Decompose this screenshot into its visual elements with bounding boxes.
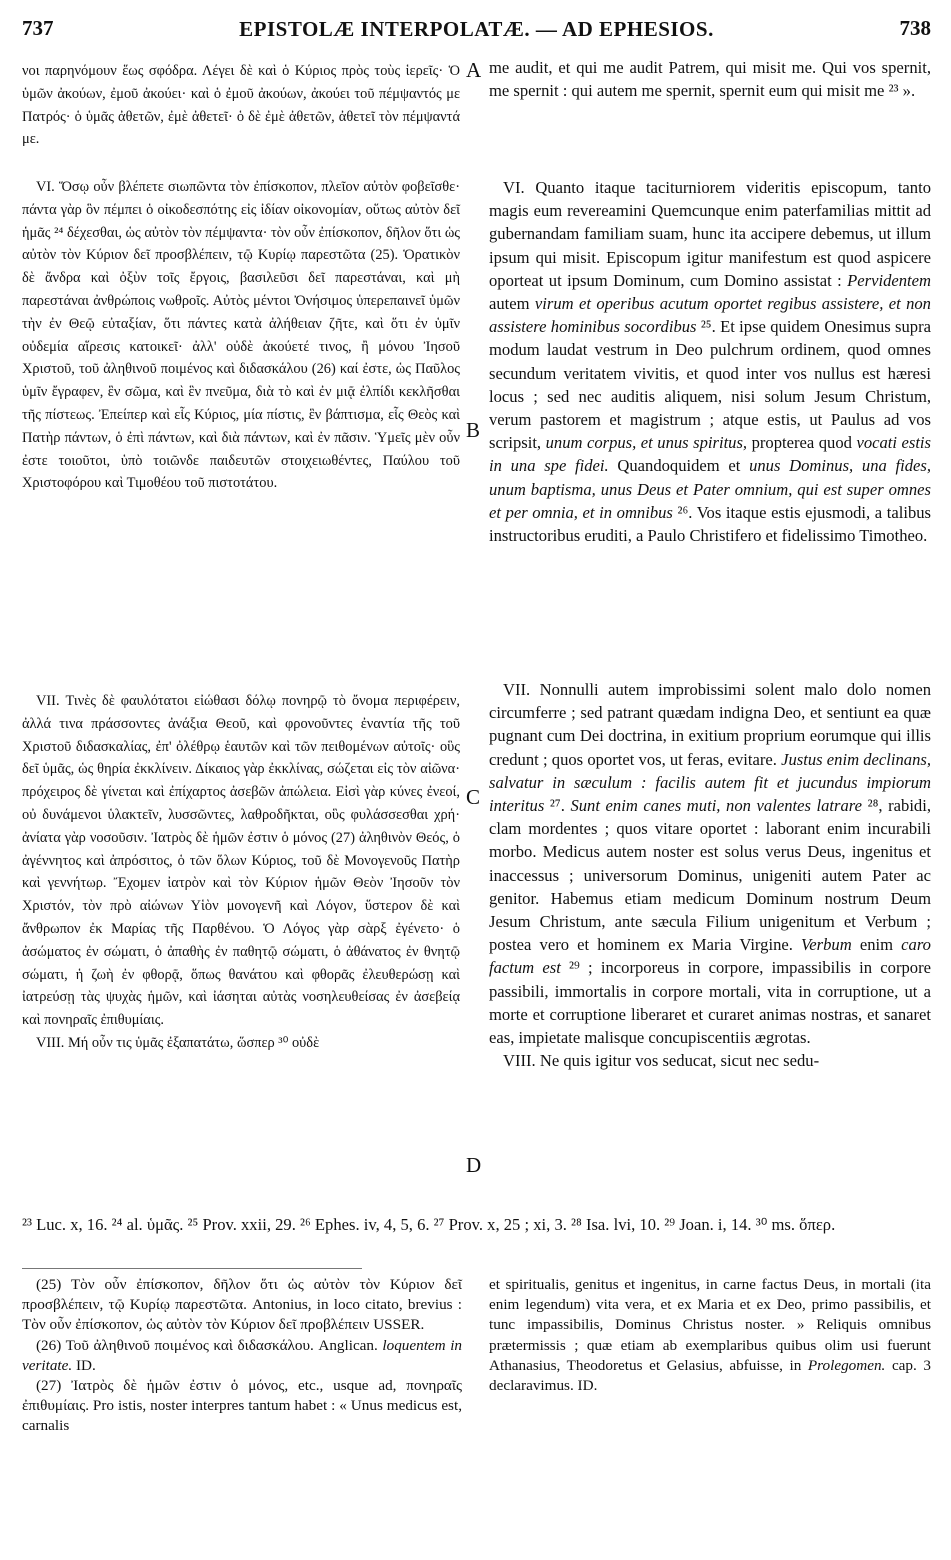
latin-italic: virum et operibus acutum oportet regibus assistere, et non assistere hominibus socordibus [489, 294, 931, 337]
greek-paragraph-vii: VII. Τινὲς δὲ φαυλότατοι εἰώθασι δόλῳ πονηρῷ τὸ ὄνομα περιφέρειν, ἀλλά τινα πράσσοντες ἀνάξια Θεοῦ, καὶ φρονοῦντες ἐναντία τῆς τοῦ Χριστοῦ διδασκαλίας, ἐπ' ὀλέθρῳ ἑαυτῶν καὶ τῶν πειθομένων αὐτοῖς· οὓς δεῖ ὑμᾶς, ὡς θηρία ἐκκλίνειν. Δίκαιος γὰρ ἐκκλίνας, σώζεται εἰς τὸν αἰῶνα· πρόχειρος δὲ γίνεται καὶ ἐπίχαρτος ἀσεβῶν ἀπώλεια. Εἰσὶ γὰρ κύνες ἐνεοί, οὐ δυνάμενοι ὑλακτεῖν, λυσσῶντες, λαθροδῆκται, οὓς φυλάσσεσθαι χρή· ἀνίατα γὰρ νοσοῦσιν. Ἰατρὸς δὲ ἡμῶν ἐστιν ὁ μόνος (27) ἀληθινὸν Θεός, ὁ ἀγέννητος καὶ ἀπρόσιτος, ὁ τῶν ὅλων Κύριος, τοῦ δὲ Μονογενοῦς Πατὴρ καὶ γεννήτωρ. Ἔχομεν ἰατρὸν καὶ τὸν Κύριον ἡμῶν Θεὸν Ἰησοῦν τὸν Χριστόν, τὸν πρὸ αἰώνων Υἱὸν μονογενῆ καὶ Λόγον, ὕστερον δὲ καὶ ἄνθρωπον ἐκ Μαρίας τῆς Παρθένου. Ὁ Λόγος γὰρ σὰρξ ἐγένετο· ὁ ἀσώματος ἐν σώματι, ὁ ἀπαθὴς ἐν παθητῷ σώματι, ὁ ἀθάνατος ἐν θνητῷ σώματι, ἡ ζωὴ ἐν φθορᾷ, ὅπως θανάτου καὶ φθορᾶς ἐλευθερώσῃ καὶ ἰατρεύσῃ τὰς ψυχὰς ἡμῶν, καὶ ἰάσηται αὐτὰς νοσηλευθείσας ἐν ἀσεβείᾳ καὶ πονηραῖς ἐπιθυμίαις. [22, 693, 460, 1029]
note-text: (26) Τοῦ ἀληθινοῦ ποιμένος καὶ διδασκάλου. Anglican. [36, 1336, 383, 1354]
latin-column-1 [489, 56, 931, 102]
margin-letter-c: C [466, 785, 481, 809]
latin-italic: vocati estis in una spe fidei. [489, 433, 932, 476]
latin-text: autem [489, 294, 535, 314]
latin-italic: unus Dominus, una fides, unum baptisma, unus Deus et Pater omnium, qui est super omnes et per omnia, et in omnibus [489, 456, 931, 522]
notes-left-column [22, 1275, 462, 1437]
latin-paragraph-viii: VIII. Ne quis igitur vos seducat, sicut nec sedu- [503, 1051, 820, 1071]
greek-paragraph-vi: VI. Ὅσῳ οὖν βλέπετε σιωπῶντα τὸν ἐπίσκοπον, πλεῖον αὐτὸν φοβεῖσθε· πάντα γὰρ ὃν πέμπει ὁ οἰκοδεσπότης εἰς ἰδίαν οἰκονομίαν, οὕτως αὐτὸν δεῖ ἡμᾶς ²⁴ δέχεσθαι, ὡς αὐτὸν τὸν πέμψαντα· τὸν οὖν ἐπίσκοπον, δῆλον ὅτι ὡς αὐτὸν τὸν Κύριον δεῖ προσβλέπειν, τῷ Κυρίῳ παρεστῶτα (25). Ὁρατικὸν δὲ ἄνδρα καὶ ὀξὺν τοῖς ἔργοις, βασιλεῦσι δεῖ παρεστάναι, καὶ μὴ παρεστάναι ἀνθρώποις νωθροῖς. Αὐτὸς μέντοι Ὀνήσιμος ὑπερεπαινεῖ ὑμῶν τὴν ἐν Θεῷ εὐταξίαν, ὅτι πάντες κατὰ ἀλήθειαν ζῆτε, καὶ ὅτι ἐν ὑμῖν οὐδεμία αἵρεσις κατοικεῖ· ἀλλ' οὐδὲ ἀκούετέ τινος, ἢ μόνου Ἰησοῦ Χριστοῦ, τοῦ ἀληθινοῦ ποιμένος καὶ διδασκάλου (26) καί ἐστε, ὡς Παῦλος ὑμῖν ἔγραφεν, ἓν σῶμα, καὶ ἓν πνεῦμα, διὰ τὸ καὶ ἐν μιᾷ ἐλπίδι κεκλῆσθαι τῆς πίστεως. Ἐπείπερ καὶ εἷς Κύριος, μία πίστις, ἓν βάπτισμα, εἷς Θεὸς καὶ Πατὴρ πάντων, ὁ ἐπὶ πάντων, καὶ διὰ πάντων, καὶ ἐν πᾶσιν. Ὑμεῖς μὲν οὖν ἐστε τοιοῦτοι, ὑπὸ τοιῶνδε παιδευτῶν στοιχειωθέντες, Παύλου τοῦ Χριστοφόρου καὶ Τιμοθέου τοῦ πιστοτάτου. [22, 179, 460, 492]
note-text: cap. 3 declaravimus. ID. [489, 1356, 931, 1395]
margin-letter-a: A [466, 58, 482, 82]
scripture-references: ²³ Luc. x, 16. ²⁴ al. ὑμᾶς. ²⁵ Prov. xxii, 29. ²⁶ Ephes. iv, 4, 5, 6. ²⁷ Prov. x, 25 ; xi, 3. ²⁸ Isa. lvi, 10. ²⁹ Joan. i, 14. ³⁰ ms. ὅπερ. [22, 1215, 836, 1234]
note-27: (27) Ἰατρὸς δὲ ἡμῶν ἐστιν ὁ μόνος, etc., usque ad, πονηραῖς ἐπιθυμίαις. Pro istis, noster interpres tantum habet : « Unus medicus est, carnalis [22, 1377, 462, 1435]
latin-paragraph-vii [489, 678, 931, 1049]
greek-column-2 [22, 176, 460, 495]
margin-letter-d: D [466, 1153, 482, 1177]
latin-column-3 [489, 678, 931, 1072]
note-25: (25) Τὸν οὖν ἐπίσκοπον, δῆλον ὅτι ὡς αὐτὸν τὸν Κύριον δεῖ προσβλέπειν, τῷ Κυρίῳ παρεστῶτα. Antonius, in loco citato, brevius : Τὸν οὖν ἐπίσκοπον, ὡς αὐτὸν τὸν Κύριον δεῖ προβλέπειν USSER. [22, 1276, 462, 1334]
note-italic: Prolegomen. [807, 1356, 886, 1374]
page-number-left: 737 [22, 16, 54, 40]
greek-column-1 [22, 60, 460, 151]
latin-italic: Pervidentem [847, 270, 931, 290]
latin-paragraph-1: me audit, et qui me audit Patrem, qui misit me. Qui vos spernit, me spernit : qui autem me spernit, spernit eum qui misit me ²³ ». [489, 58, 931, 101]
latin-text: VI. Quanto itaque taciturniorem videritis episcopum, tanto magis eum revereamini Quemcunque enim paterfamilias mittit ad gubernandam familiam suam, hunc ita accipere debemus, ut illum ipsum qui misit. Episcopum igitur manifestum est quod aspicere oporteat ut ipsum Dominum, cum Domino assistat : [489, 178, 931, 290]
notes-right-column [489, 1275, 931, 1396]
greek-paragraph-1: νοι παρηνόμουν ἕως σφόδρα. Λέγει δὲ καὶ ὁ Κύριος πρὸς τοὺς ἱερεῖς· Ὁ ὑμῶν ἀκούων, ἐμοῦ ἀκούει· καὶ ὁ ἐμοῦ ἀκούων, ἀκούει τοῦ πέμψαντός με Πατρός· ὁ ὑμᾶς ἀθετῶν, ἐμὲ ἀθετεῖ· ὁ δὲ ἐμὲ ἀθετῶν, ἀθετεῖ τὸν πέμψαντά με. [22, 63, 460, 148]
note-text: et spiritualis, genitus et ingenitus, in carne factus Deus, in mortali (ita enim legendum) vita vera, et ex Maria et ex Deo, primo passibilis, et tunc impassibilis, Dominus Christus noster. » Reliquis omnibus prætermissis ; quæ etiam ab exemplaribus quibus olim usi fuerunt Athanasius, Theodoretus et Gelasius, abfuisse, in [489, 1276, 931, 1374]
latin-text: ²⁶. Vos itaque estis ejusmodi, a talibus instructoribus eruditi, a Paulo Christifero et fidelissimo Timotheo. [489, 502, 931, 546]
latin-italic: unum corpus, et unus spiritus, [545, 433, 748, 453]
latin-italic: caro factum est [489, 935, 931, 978]
latin-text: ²⁷. [544, 796, 571, 816]
latin-text: propterea quod [747, 433, 857, 453]
latin-paragraph-vi [489, 176, 931, 547]
greek-paragraph-viii: VIII. Μή οὖν τις ὑμᾶς ἐξαπατάτω, ὥσπερ ³⁰ οὐδὲ [36, 1034, 320, 1051]
latin-column-2 [489, 176, 931, 547]
note-italic: loquentem in veritate. [22, 1336, 463, 1374]
latin-text: Quandoquidem et [608, 456, 750, 476]
running-title: EPISTOLÆ INTERPOLATÆ. — AD EPHESIOS. [239, 17, 714, 41]
note-26 [22, 1336, 462, 1376]
running-header [22, 14, 931, 44]
latin-text: ²⁹ ; incorporeus in corpore, impassibilis in corpore passibili, immortalis in corpore mortali, vita in corruptione, ut a morte et corruptione liberaret et curaret animas nostras, et sanaret eas, impietate malisque concupiscentiis ægrotas. [489, 958, 931, 1048]
page-number-right: 738 [899, 16, 931, 40]
margin-letter-b: B [466, 418, 481, 442]
greek-column-3 [22, 690, 460, 1055]
note-27-continued [489, 1275, 931, 1396]
latin-italic: Verbum [801, 935, 852, 955]
latin-text: enim [851, 935, 902, 955]
latin-text: ²⁸, rabidi, clam mordentes ; quos vitare oportet : laborant enim incurabili morbo. Medicus autem noster est solus verus Deus, ingenitus et inaccessus ; universorum Dominus, unigeniti autem Pater ac genitor. Habemus etiam medicum Dominum nostrum Deum Jesum Christum, ante sæcula Filium unigenitum et Verbum ; postea vero et hominem ex Maria Virgine. [489, 796, 931, 955]
latin-text: ²⁵. Et ipse quidem Onesimus supra modum laudat vestrum in Deo pulchrum ordinem, quod omnes secundum veritatem vivitis, et quod inter vos nullus est hæresi locus ; sed nec auditis aliquem, nisi solum Jesum Christum, verum pastorem et magistrum ; atque estis, ut Paulus ad vos scripsit, [489, 317, 931, 453]
note-text: ID. [72, 1356, 96, 1374]
latin-italic: Justus enim declinans, salvatur in sæculum : facilis autem fit et jucundus impiorum interitus [489, 749, 931, 816]
latin-italic: Sunt enim canes muti, non valentes latrare [570, 796, 863, 816]
notes-divider [22, 1268, 362, 1269]
latin-text: VII. Nonnulli autem improbissimi solent malo dolo nomen circumferre ; sed patrant quædam indigna Deo, et sentiunt ea quæ pugnant cum Dei doctrina, in exitium proprium eorumque qui illis credunt ; quos oportet vos, ut feras, evitare. [489, 680, 931, 769]
